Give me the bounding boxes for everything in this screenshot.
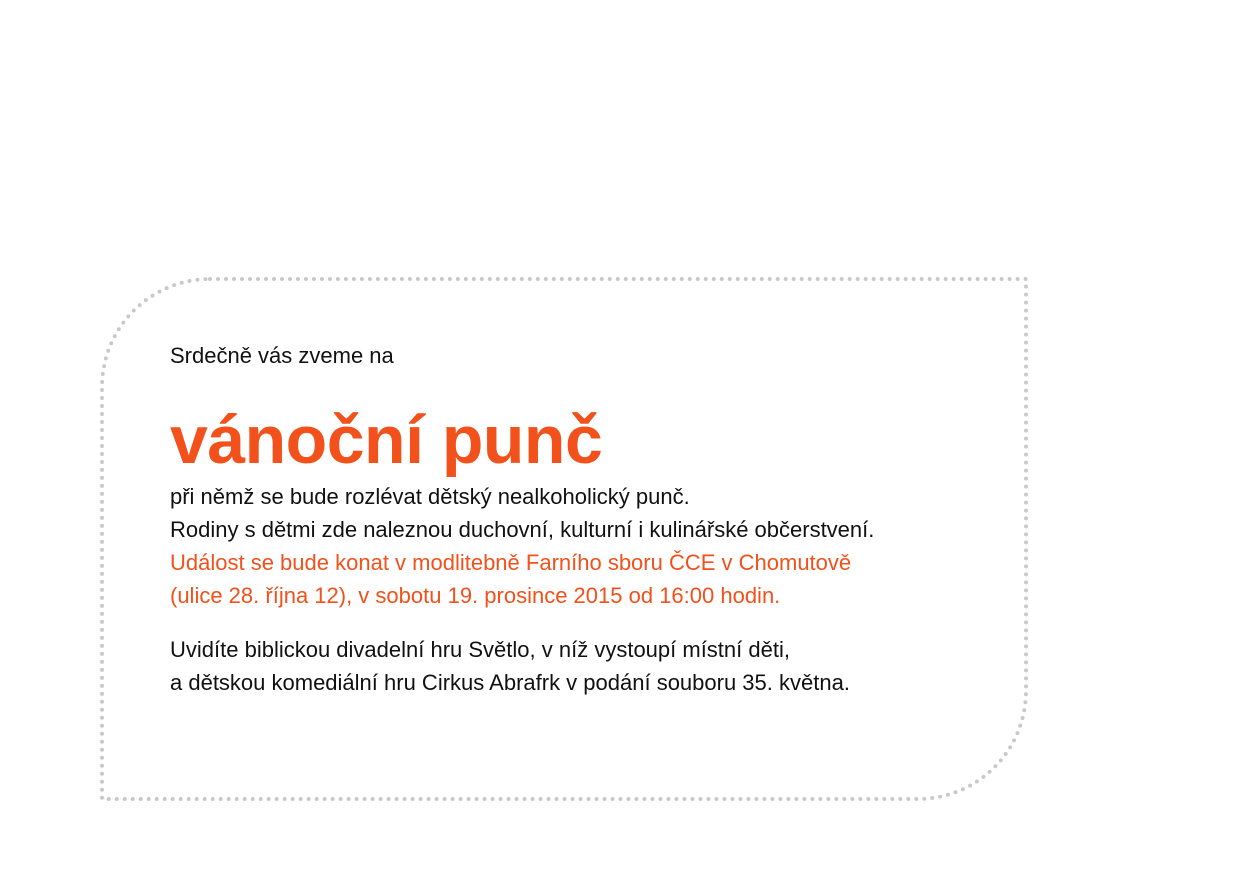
invitation-title: vánoční punč — [170, 402, 603, 478]
event-details-line-1: Událost se bude konat v modlitebně Farního sboru ČCE v Chomutově — [170, 550, 852, 575]
program-line-2: a dětskou komediální hru Cirkus Abrafrk v podání souboru 35. května. — [170, 670, 850, 695]
intro-text: Srdečně vás zveme na — [170, 343, 394, 368]
description-line-1: při němž se bude rozlévat dětský nealkoholický punč. — [170, 484, 690, 509]
program-line-1: Uvidíte biblickou divadelní hru Světlo, v níž vystoupí místní děti, — [170, 637, 790, 662]
invitation-content — [170, 340, 1020, 699]
event-details-line-2: (ulice 28. října 12), v sobotu 19. prosince 2015 od 16:00 hodin. — [170, 583, 781, 608]
paragraph-gap — [170, 612, 1020, 633]
description-line-2: Rodiny s dětmi zde naleznou duchovní, kulturní i kulinářské občerstvení. — [170, 517, 875, 542]
